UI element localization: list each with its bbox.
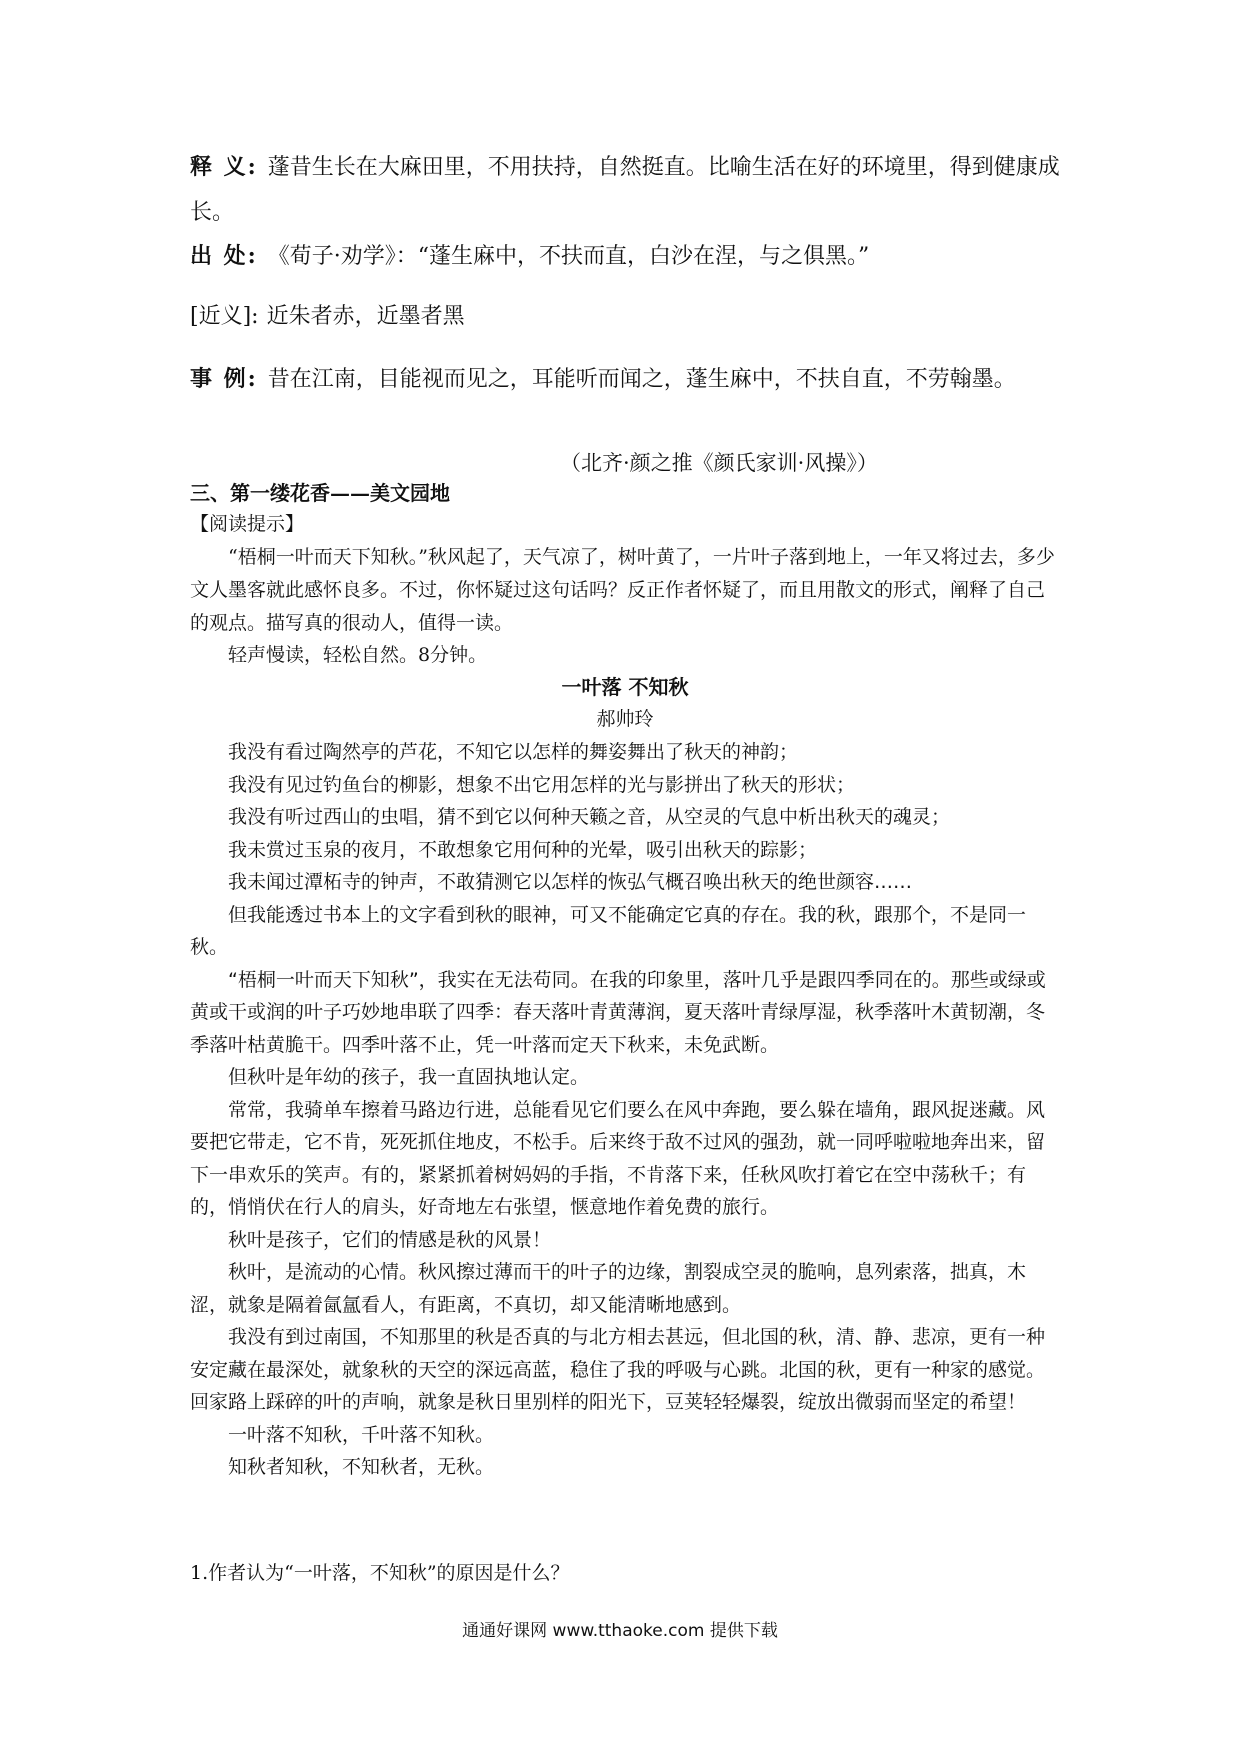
essay-paragraph: 知秋者知秋，不知秋者，无秋。 — [228, 1456, 495, 1478]
reading-instruction: 轻声慢读，轻松自然。8分钟。 — [228, 644, 488, 666]
example-source: （北齐·颜之推《颜氏家训·风操》） — [560, 451, 878, 475]
essay-paragraph: 但我能透过书本上的文字看到秋的眼神，可又不能确定它真的存在。我的秋，跟那个，不是同一秋。 — [190, 903, 1027, 958]
essay-paragraph: 秋叶，是流动的心情。秋风擦过薄而干的叶子的边缘，割裂成空灵的脆响，息列索落，拙真，木涩，就象是隔着氤氲看人，有距离，不真切，却又能清晰地感到。 — [190, 1261, 1027, 1316]
essay-paragraph: 常常，我骑单车擦着马路边行进，总能看见它们要么在风中奔跑，要么躲在墙角，跟风捉迷藏。风要把它带走，它不肯，死死抓住地皮，不松手。后来终于敌不过风的强劲，就一同呼啦啦地奔出来，留下一串欢乐的笑声。有的，紧紧抓着树妈妈的手指，不肯落下来，任秋风吹打着它在空中荡秋千；有的，悄悄伏在行人的肩头，好奇地左右张望，惬意地作着免费的旅行。 — [190, 1098, 1046, 1218]
essay-paragraph: 我未闻过潭柘寺的钟声，不敢猜测它以怎样的恢弘气概召唤出秋天的绝世颜容…… — [228, 871, 913, 893]
question-1: 1.作者认为“一叶落，不知秋”的原因是什么？ — [190, 1562, 570, 1584]
essay-paragraph: 但秋叶是年幼的孩子，我一直固执地认定。 — [228, 1066, 590, 1088]
origin-text: 《荀子·劝学》：“蓬生麻中，不扶而直，白沙在涅，与之俱黑。” — [267, 244, 870, 269]
essay-paragraph: 我没有见过钓鱼台的柳影，想象不出它用怎样的光与影拼出了秋天的形状； — [228, 773, 856, 796]
reading-hint-label: 【阅读提示】 — [190, 513, 305, 535]
synonym-label: [近义]: — [190, 304, 259, 329]
example-text: 昔在江南，目能视而见之，耳能听而闻之，蓬生麻中，不扶自直，不劳翰墨。 — [267, 367, 1016, 392]
essay-paragraph: 我没有听过西山的虫唱，猜不到它以何种天籁之音，从空灵的气息中析出秋天的魂灵； — [228, 806, 951, 828]
reading-hint-text: “梧桐一叶而天下知秋。”秋风起了，天气凉了，树叶黄了，一片叶子落到地上，一年又将过去，多少文人墨客就此感怀良多。不过，你怀疑过这句话吗？反正作者怀疑了，而且用散文的形式，阐释了自己的观点。描写真的很动人，值得一读。 — [190, 546, 1055, 634]
example-label: 事 例: — [190, 366, 258, 392]
footer-download-note: 通通好课网 www.tthaoke.com 提供下载 — [462, 1621, 778, 1641]
essay-paragraph: 一叶落不知秋，千叶落不知秋。 — [228, 1423, 495, 1446]
essay-body — [190, 736, 1060, 1484]
section-heading: 三、第一缕花香——美文园地 — [190, 481, 450, 505]
meaning-label: 释 义: — [190, 154, 258, 180]
synonym-text: 近朱者赤，近墨者黑 — [266, 304, 465, 329]
origin-label: 出 处: — [190, 243, 258, 269]
essay-author: 郝帅玲 — [596, 708, 654, 730]
meaning-entry — [190, 145, 1060, 235]
meaning-text: 蓬昔生长在大麻田里，不用扶持，自然挺直。比喻生活在好的环境里，得到健康成长。 — [190, 155, 1060, 225]
essay-paragraph: 我没有到过南国，不知那里的秋是否真的与北方相去甚远，但北国的秋，清、静、悲凉，更有一种安定藏在最深处，就象秋的天空的深远高蓝，稳住了我的呼吸与心跳。北国的秋，更有一种家的感觉。回家路上踩碎的叶的声响，就象是秋日里别样的阳光下，豆荚轻轻爆裂，绽放出微弱而坚定的希望！ — [190, 1326, 1046, 1413]
origin-entry — [190, 234, 1060, 279]
essay-paragraph: 我未赏过玉泉的夜月，不敢想象它用何种的光晕，吸引出秋天的踪影； — [228, 838, 818, 861]
example-entry — [190, 357, 1060, 402]
synonym-entry — [190, 294, 1060, 339]
essay-paragraph: 秋叶是孩子，它们的情感是秋的风景！ — [228, 1228, 552, 1251]
essay-title: 一叶落 不知秋 — [561, 675, 689, 699]
essay-paragraph: “梧桐一叶而天下知秋”，我实在无法苟同。在我的印象里，落叶几乎是跟四季同在的。那些或绿或黄或干或润的叶子巧妙地串联了四季：春天落叶青黄薄润，夏天落叶青绿厚湿，秋季落叶木黄韧潮，冬季落叶枯黄脆干。四季叶落不止，凭一叶落而定天下秋来，未免武断。 — [190, 968, 1046, 1056]
essay-paragraph: 我没有看过陶然亭的芦花，不知它以怎样的舞姿舞出了秋天的神韵； — [228, 741, 799, 763]
